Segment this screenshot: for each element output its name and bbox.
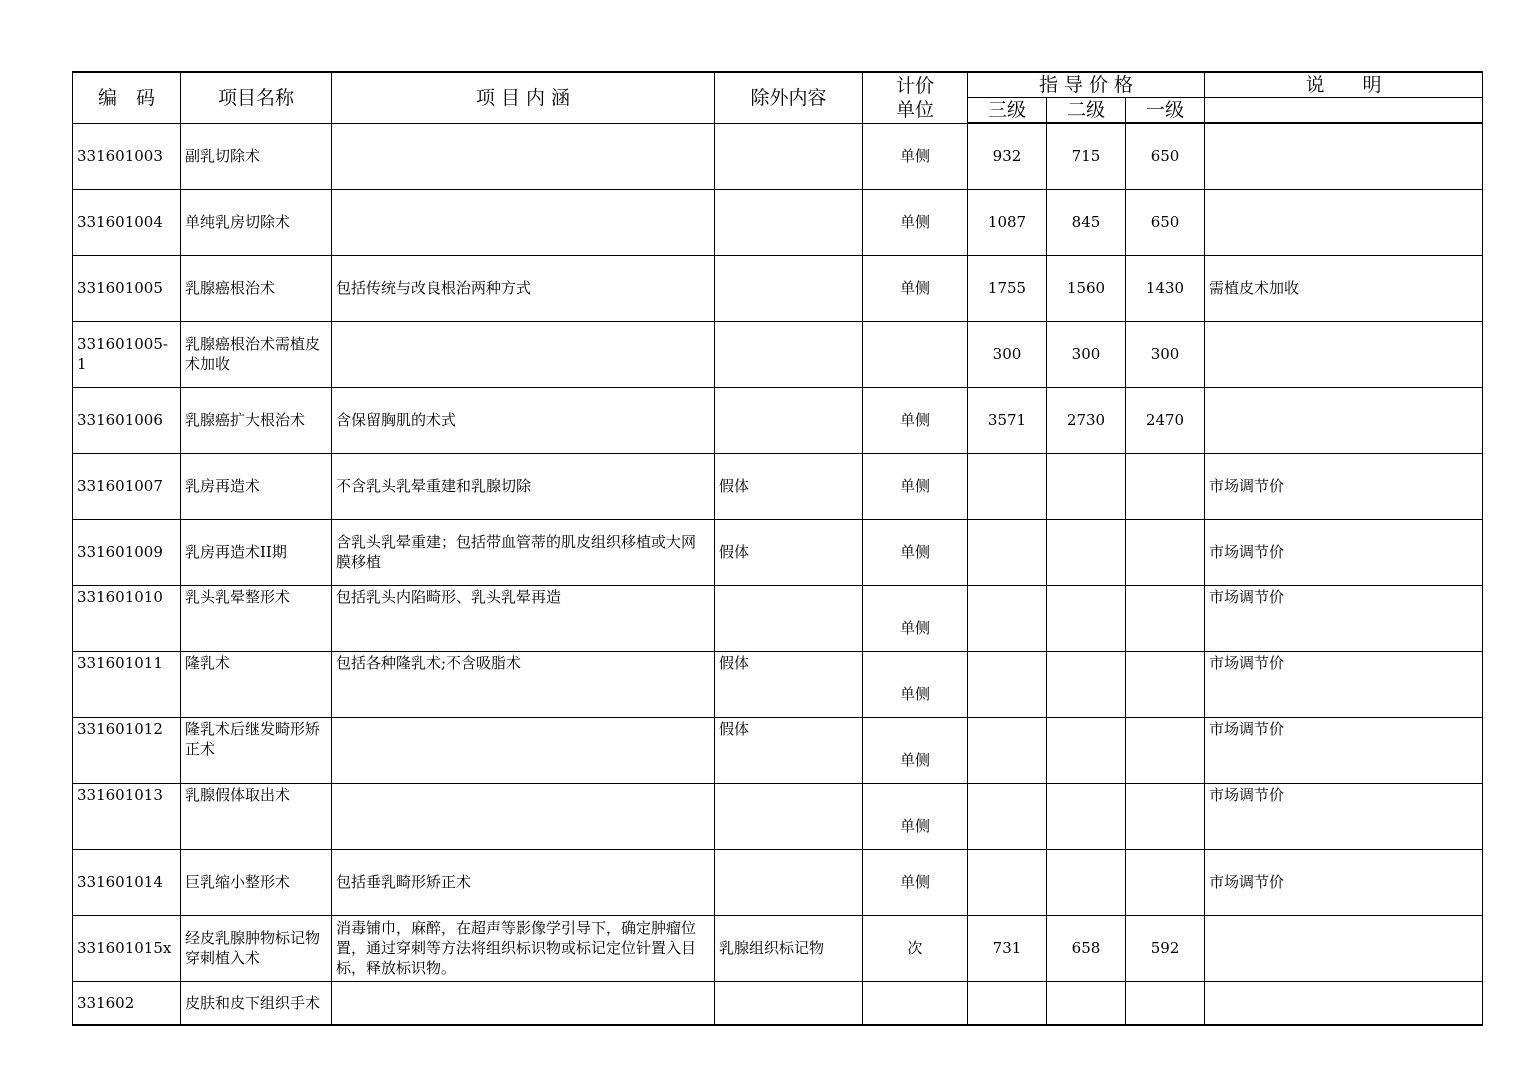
cell-name: 隆乳术 — [181, 651, 332, 717]
cell-code: 331601007 — [73, 453, 181, 519]
cell-note: 需植皮术加收 — [1205, 255, 1483, 321]
cell-content: 包括各种隆乳术;不含吸脂术 — [332, 651, 715, 717]
cell-note: 市场调节价 — [1205, 585, 1483, 651]
header-unit-line2: 单位 — [895, 98, 934, 121]
cell-content — [332, 981, 715, 1025]
cell-code: 331601003 — [73, 123, 181, 189]
cell-unit: 单侧 — [863, 585, 968, 651]
cell-note — [1205, 321, 1483, 387]
cell-price-level3: 731 — [968, 915, 1047, 981]
table-row — [73, 651, 1483, 717]
table-row — [73, 915, 1483, 981]
cell-price-level2 — [1047, 849, 1126, 915]
cell-price-level1 — [1126, 585, 1205, 651]
cell-unit: 单侧 — [863, 783, 968, 849]
cell-name: 乳腺癌根治术 — [181, 255, 332, 321]
cell-content: 含乳头乳晕重建；包括带血管蒂的肌皮组织移植或大网膜移植 — [332, 519, 715, 585]
cell-unit — [863, 321, 968, 387]
cell-unit: 单侧 — [863, 849, 968, 915]
cell-code: 331601012 — [73, 717, 181, 783]
cell-price-level1: 1430 — [1126, 255, 1205, 321]
cell-price-level2: 300 — [1047, 321, 1126, 387]
cell-price-level3 — [968, 849, 1047, 915]
cell-code: 331601011 — [73, 651, 181, 717]
cell-unit: 单侧 — [863, 387, 968, 453]
cell-note — [1205, 915, 1483, 981]
cell-exclusion: 假体 — [715, 453, 863, 519]
cell-price-level3: 3571 — [968, 387, 1047, 453]
cell-code: 331601009 — [73, 519, 181, 585]
cell-price-level1 — [1126, 651, 1205, 717]
header-content: 项 目 内 涵 — [332, 72, 715, 123]
cell-code: 331601014 — [73, 849, 181, 915]
cell-exclusion — [715, 189, 863, 255]
cell-exclusion: 假体 — [715, 717, 863, 783]
cell-price-level2 — [1047, 717, 1126, 783]
table-row — [73, 783, 1483, 849]
cell-content — [332, 321, 715, 387]
cell-content: 不含乳头乳晕重建和乳腺切除 — [332, 453, 715, 519]
cell-exclusion — [715, 255, 863, 321]
cell-code: 331601013 — [73, 783, 181, 849]
header-unit — [863, 72, 968, 123]
cell-exclusion — [715, 321, 863, 387]
cell-content: 包括乳头内陷畸形、乳头乳晕再造 — [332, 585, 715, 651]
cell-code: 331601006 — [73, 387, 181, 453]
cell-unit: 单侧 — [863, 123, 968, 189]
cell-exclusion — [715, 123, 863, 189]
cell-note — [1205, 981, 1483, 1025]
cell-price-level3 — [968, 453, 1047, 519]
cell-content: 包括传统与改良根治两种方式 — [332, 255, 715, 321]
cell-price-level3: 1087 — [968, 189, 1047, 255]
cell-exclusion — [715, 585, 863, 651]
cell-name: 乳腺癌根治术需植皮术加收 — [181, 321, 332, 387]
cell-note: 市场调节价 — [1205, 783, 1483, 849]
cell-name: 经皮乳腺肿物标记物穿刺植入术 — [181, 915, 332, 981]
cell-price-level3 — [968, 717, 1047, 783]
header-code: 编 码 — [73, 72, 181, 123]
cell-name: 乳腺癌扩大根治术 — [181, 387, 332, 453]
cell-unit — [863, 981, 968, 1025]
header-unit-line1: 计价 — [895, 74, 934, 97]
cell-content — [332, 123, 715, 189]
cell-exclusion — [715, 783, 863, 849]
table-row — [73, 189, 1483, 255]
cell-content — [332, 783, 715, 849]
cell-code: 331601004 — [73, 189, 181, 255]
cell-price-level2 — [1047, 453, 1126, 519]
header-level2: 二级 — [1047, 98, 1126, 124]
cell-name: 乳房再造术 — [181, 453, 332, 519]
table-row — [73, 849, 1483, 915]
header-note: 说 明 — [1205, 72, 1483, 98]
cell-unit: 单侧 — [863, 255, 968, 321]
table-row — [73, 321, 1483, 387]
cell-exclusion — [715, 981, 863, 1025]
cell-note — [1205, 387, 1483, 453]
cell-name: 隆乳术后继发畸形矫正术 — [181, 717, 332, 783]
cell-code: 331601015x — [73, 915, 181, 981]
cell-price-level1: 2470 — [1126, 387, 1205, 453]
cell-price-level1 — [1126, 783, 1205, 849]
cell-price-level2 — [1047, 981, 1126, 1025]
cell-price-level1: 650 — [1126, 123, 1205, 189]
cell-note — [1205, 123, 1483, 189]
cell-name: 副乳切除术 — [181, 123, 332, 189]
cell-unit: 单侧 — [863, 651, 968, 717]
price-table — [72, 71, 1483, 1026]
cell-price-level2 — [1047, 519, 1126, 585]
cell-price-level1 — [1126, 519, 1205, 585]
cell-price-level2 — [1047, 585, 1126, 651]
cell-price-level1: 650 — [1126, 189, 1205, 255]
cell-unit: 单侧 — [863, 717, 968, 783]
cell-price-level1 — [1126, 717, 1205, 783]
table-row — [73, 387, 1483, 453]
table-row — [73, 585, 1483, 651]
cell-name: 皮肤和皮下组织手术 — [181, 981, 332, 1025]
cell-price-level2: 1560 — [1047, 255, 1126, 321]
cell-code: 331602 — [73, 981, 181, 1025]
cell-name: 乳头乳晕整形术 — [181, 585, 332, 651]
cell-price-level1 — [1126, 981, 1205, 1025]
cell-note: 市场调节价 — [1205, 453, 1483, 519]
cell-content: 消毒铺巾，麻醉，在超声等影像学引导下，确定肿瘤位置，通过穿刺等方法将组织标识物或标记定位针置入目标，释放标识物。 — [332, 915, 715, 981]
cell-price-level3: 300 — [968, 321, 1047, 387]
cell-note — [1205, 189, 1483, 255]
cell-price-level2 — [1047, 783, 1126, 849]
cell-code: 331601005-1 — [73, 321, 181, 387]
cell-price-level3 — [968, 519, 1047, 585]
cell-price-level2 — [1047, 651, 1126, 717]
cell-exclusion: 乳腺组织标记物 — [715, 915, 863, 981]
cell-price-level2: 715 — [1047, 123, 1126, 189]
table-row — [73, 717, 1483, 783]
cell-price-level2: 845 — [1047, 189, 1126, 255]
cell-exclusion: 假体 — [715, 651, 863, 717]
cell-exclusion — [715, 849, 863, 915]
cell-note: 市场调节价 — [1205, 849, 1483, 915]
table-row — [73, 255, 1483, 321]
cell-price-level3 — [968, 585, 1047, 651]
cell-unit: 单侧 — [863, 453, 968, 519]
cell-content — [332, 189, 715, 255]
header-note-sub — [1205, 98, 1483, 124]
cell-unit: 次 — [863, 915, 968, 981]
header-exclusion: 除外内容 — [715, 72, 863, 123]
cell-name: 乳腺假体取出术 — [181, 783, 332, 849]
cell-name: 乳房再造术II期 — [181, 519, 332, 585]
cell-note: 市场调节价 — [1205, 651, 1483, 717]
header-price-group: 指 导 价 格 — [968, 72, 1205, 98]
cell-name: 单纯乳房切除术 — [181, 189, 332, 255]
header-level1: 一级 — [1126, 98, 1205, 124]
cell-price-level1: 592 — [1126, 915, 1205, 981]
cell-price-level3 — [968, 783, 1047, 849]
cell-price-level3: 932 — [968, 123, 1047, 189]
cell-price-level1 — [1126, 849, 1205, 915]
cell-price-level3 — [968, 651, 1047, 717]
cell-content: 包括垂乳畸形矫正术 — [332, 849, 715, 915]
cell-price-level3 — [968, 981, 1047, 1025]
cell-exclusion: 假体 — [715, 519, 863, 585]
cell-price-level1 — [1126, 453, 1205, 519]
table-row — [73, 123, 1483, 189]
table-row — [73, 453, 1483, 519]
cell-price-level2: 658 — [1047, 915, 1126, 981]
cell-code: 331601005 — [73, 255, 181, 321]
cell-unit: 单侧 — [863, 189, 968, 255]
cell-exclusion — [715, 387, 863, 453]
cell-note: 市场调节价 — [1205, 717, 1483, 783]
cell-content — [332, 717, 715, 783]
table-row — [73, 519, 1483, 585]
cell-note: 市场调节价 — [1205, 519, 1483, 585]
header-name: 项目名称 — [181, 72, 332, 123]
cell-content: 含保留胸肌的术式 — [332, 387, 715, 453]
header-level3: 三级 — [968, 98, 1047, 124]
cell-price-level3: 1755 — [968, 255, 1047, 321]
cell-name: 巨乳缩小整形术 — [181, 849, 332, 915]
cell-price-level1: 300 — [1126, 321, 1205, 387]
cell-price-level2: 2730 — [1047, 387, 1126, 453]
cell-unit: 单侧 — [863, 519, 968, 585]
cell-code: 331601010 — [73, 585, 181, 651]
table-row — [73, 981, 1483, 1025]
